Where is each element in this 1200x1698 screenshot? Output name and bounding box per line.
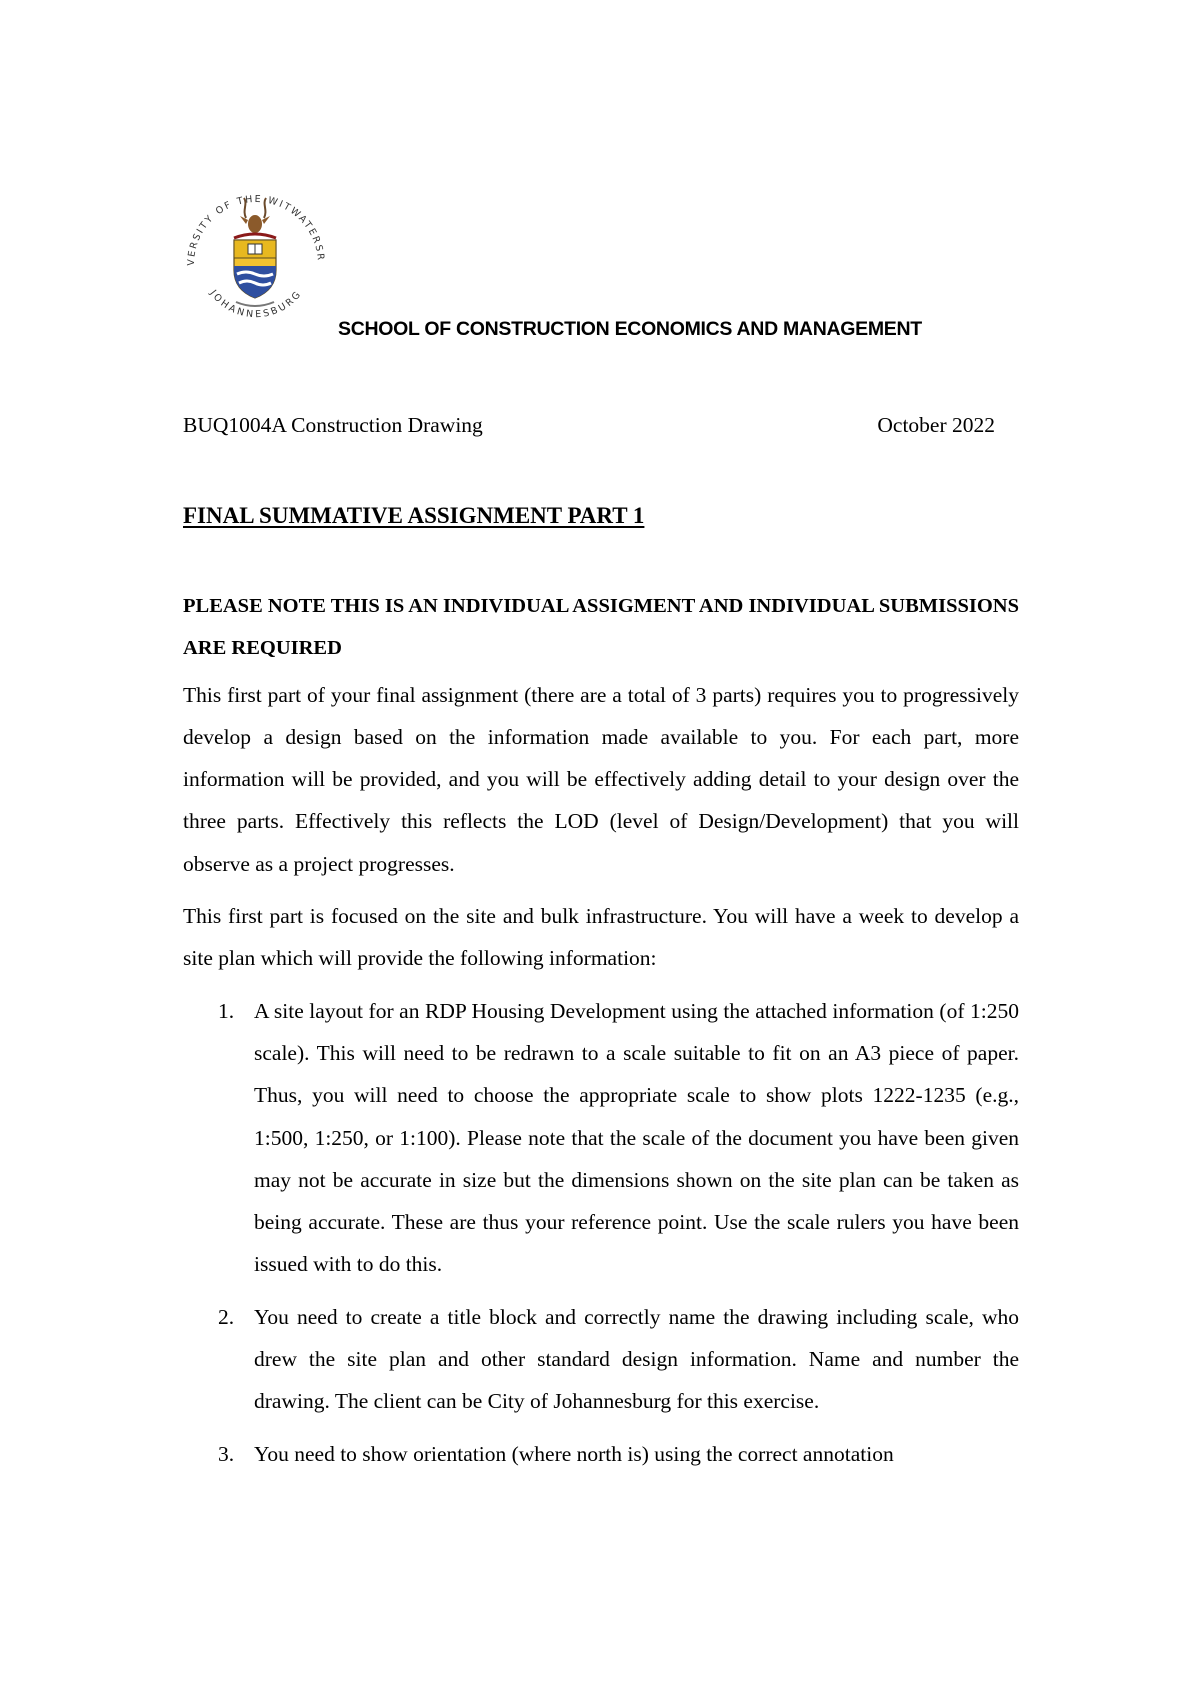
course-code-title: BUQ1004A Construction Drawing	[183, 413, 483, 437]
list-item	[183, 1296, 1019, 1423]
requirements-list	[183, 990, 1019, 1475]
list-item	[183, 1433, 1019, 1475]
date-label: October 2022	[877, 413, 995, 437]
list-item-number: 2.	[218, 1304, 235, 1329]
list-item-number: 1.	[218, 998, 235, 1023]
university-crest-logo	[174, 178, 338, 342]
crest-top-text: VERSITY OF THE WITWATERSR	[185, 193, 327, 266]
school-name-heading: SCHOOL OF CONSTRUCTION ECONOMICS AND MANAGEMENT	[338, 318, 922, 340]
list-item-text: You need to create a title block and correctly name the drawing including scale, who drew the site plan and other standard design information. Name and number the drawing. The client can be City of Johannesburg for this exercise.	[254, 1304, 1019, 1414]
intro-paragraph: This first part of your final assignment (there are a total of 3 parts) requires you to progressively develop a design based on the information made available to you. For each part, more information will be provided, and you will be effectively adding detail to your design over the three parts. Effectively this reflects the LOD (level of Design/Development) that you will observe as a project progresses.	[183, 682, 1019, 876]
crest-emblem-icon	[174, 178, 338, 342]
list-item-text: You need to show orientation (where north is) using the correct annotation	[254, 1441, 894, 1466]
individual-submission-notice: PLEASE NOTE THIS IS AN INDIVIDUAL ASSIGMENT AND INDIVIDUAL SUBMISSIONS ARE REQUIRED	[183, 595, 1020, 660]
assignment-title: FINAL SUMMATIVE ASSIGNMENT PART 1	[183, 503, 645, 528]
list-item-text: A site layout for an RDP Housing Development using the attached information (of 1:250 scale). This will need to be redrawn to a scale suitable to fit on an A3 piece of paper. Thus, you will need to choose the appropriate scale to show plots 1222-1235 (e.g., 1:500, 1:250, or 1:100). Please note that the scale of the document you have been given may not be accurate in size but the dimensions shown on the site plan can be taken as being accurate. These are thus your reference point. Use the scale rulers you have been issued with to do this.	[254, 998, 1019, 1277]
crest-bottom-text: JOHANNESBURG	[207, 288, 305, 321]
body-content	[183, 585, 1019, 1485]
list-item	[183, 990, 1019, 1286]
list-item-number: 3.	[218, 1441, 235, 1466]
focus-paragraph: This first part is focused on the site and bulk infrastructure. You will have a week to develop a site plan which will provide the following information:	[183, 904, 1019, 971]
